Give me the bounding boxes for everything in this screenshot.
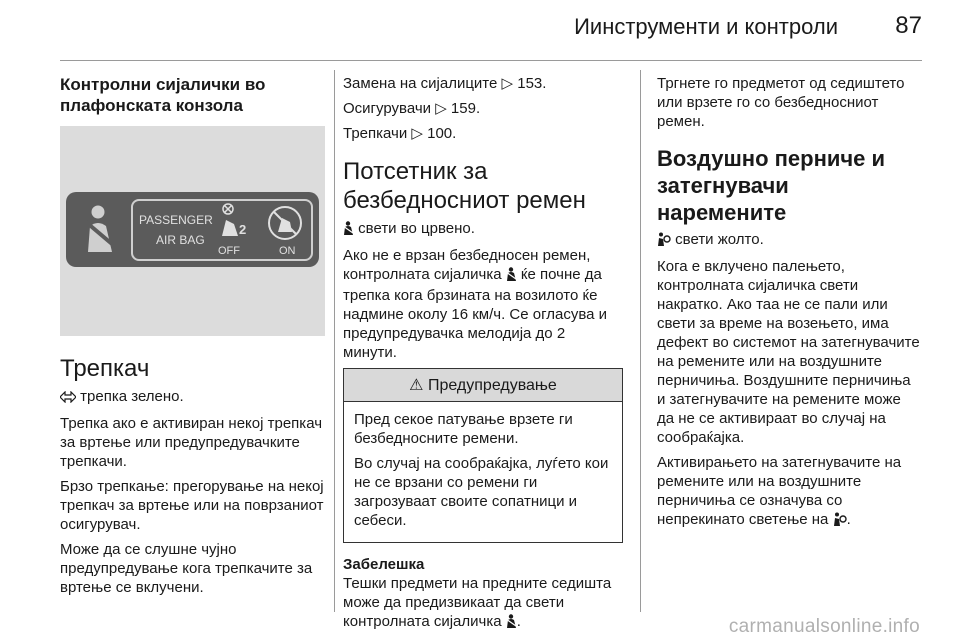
airbag-paragraph-2 [657, 453, 922, 531]
seatbelt-icon [343, 221, 354, 240]
turn-signal-status [60, 387, 325, 408]
label-off: OFF [218, 245, 240, 257]
reference-turn-signals-page: 100. [427, 125, 457, 142]
note-period: . [516, 613, 521, 630]
seatbelt-status-text: свети во црвено. [358, 220, 475, 237]
warning-paragraph-1: Пред секое патување врзете ги безбедносните ремени. [354, 411, 573, 447]
middle-column [343, 74, 623, 639]
seatbelt-paragraph [343, 246, 623, 362]
page-number: 87 [895, 12, 922, 39]
header-divider [60, 60, 922, 61]
airbag-paragraph-1: Кога е вклучено палењето, контролната сијаличка свети накратко. Ако таа не се пали или свети за време на возењето, има дефект во системот на затегнувачите на ремените или на воздушните перничиња. Воздушните перничиња и затегнувачите на ремените може да не се активираат во случај на сообраќајка. [657, 258, 920, 446]
reference-bulbs-page: 153. [517, 75, 547, 92]
page-ref-arrow-icon: ▷ [435, 100, 447, 117]
watermark: carmanualsonline.info [728, 616, 920, 637]
reference-turn-signals [343, 124, 623, 143]
seatbelt-paragraph-part-1: Ако не е врзан безбедносен ремен, контролната сијаличка [343, 247, 591, 283]
seatbelt-status [343, 219, 623, 240]
warning-box [343, 368, 623, 543]
turn-signal-paragraph-1: Трепка ако е активиран некој трепкач за вртење или предупредувачките трепкачи. [60, 415, 323, 470]
warning-paragraph-2: Во случај на сообраќајка, луѓето кои не се врзани со ремени ги загрозуваат своите сопатници и себеси. [354, 455, 609, 529]
airbag-status [657, 230, 922, 251]
column-divider-2 [640, 70, 641, 612]
label-airbag: AIR BAG [156, 233, 205, 247]
turn-signal-paragraph-2: Брзо трепкање: прегорување на некој трепкач за вртење или на поврзаниот осигурувач. [60, 478, 324, 533]
airbag-off-icon [222, 204, 246, 237]
seatbelt-paragraph-part-2: ќе почне да трепка кога брзината на возилото ќе надмине околу 16 км/ч. Се огласува и предупредувачка мелодија до 2 минути. [343, 266, 608, 361]
reference-fuses-page: 159. [450, 100, 481, 117]
reference-bulbs [343, 74, 623, 93]
page-ref-arrow-icon: ▷ [411, 125, 423, 142]
seatbelt-icon [86, 206, 112, 252]
airbag-status-text: свети жолто. [675, 231, 764, 248]
reference-turn-signals-text: Трепкачи [343, 125, 408, 142]
reference-bulbs-text: Замена на сијалиците [343, 75, 498, 92]
turn-signal-icon [60, 389, 76, 408]
svg-text:2: 2 [239, 222, 247, 237]
warning-header [344, 369, 622, 402]
note-title: Забелешка [343, 556, 425, 573]
right-column [657, 74, 922, 537]
warning-triangle-icon: ⚠ [409, 377, 424, 394]
reference-fuses [343, 99, 623, 118]
airbag-on-icon [269, 207, 301, 239]
label-on: ON [279, 245, 296, 257]
warning-body [344, 402, 622, 542]
warning-title: Предупредување [427, 377, 557, 394]
reference-fuses-text: Осигурувачи [343, 100, 432, 117]
section-title-seatbelt-reminder: Потсетник за безбедносниот ремен [343, 158, 586, 214]
panel-graphic [66, 192, 319, 267]
airbag-indicator-panel [66, 192, 319, 267]
left-column [60, 74, 325, 603]
page-ref-arrow-icon: ▷ [501, 75, 514, 92]
airbag-paragraph-2-text: Активирањето на затегнувачите на ремените или на воздушните перничиња се означува со непрекинато светење на [657, 454, 902, 528]
page-header-title: Иинструменти и контроли [574, 14, 838, 39]
airbag-icon [657, 232, 671, 251]
turn-signal-status-text: трепка зелено. [80, 388, 184, 405]
airbag-paragraph-2-period: . [846, 511, 851, 528]
section-title-turn-signal: Трепкач [60, 355, 150, 382]
turn-signal-paragraph-3: Може да се слушне чујно предупредување кога трепкачите за вртење се вклучени. [60, 541, 313, 596]
right-paragraph-0: Тргнете го предметот од седиштето или врзете го со безбедносниот ремен. [657, 75, 905, 130]
seatbelt-icon [506, 614, 517, 633]
note-text-body: Тешки предмети на предните седишта може да предизвикаат да свети контролната сијаличка [343, 575, 612, 630]
section-title-airbag: Воздушно перниче и затегнувачи наремените [657, 146, 886, 225]
subheading-indicator-lamps: Контролни сијалички во плафонската конзола [60, 75, 266, 115]
label-passenger: PASSENGER [139, 213, 213, 227]
column-divider-1 [334, 70, 335, 612]
note-text [343, 574, 623, 633]
figure-airbag-panel [60, 126, 325, 336]
airbag-icon [833, 512, 847, 531]
seatbelt-icon [506, 267, 517, 286]
